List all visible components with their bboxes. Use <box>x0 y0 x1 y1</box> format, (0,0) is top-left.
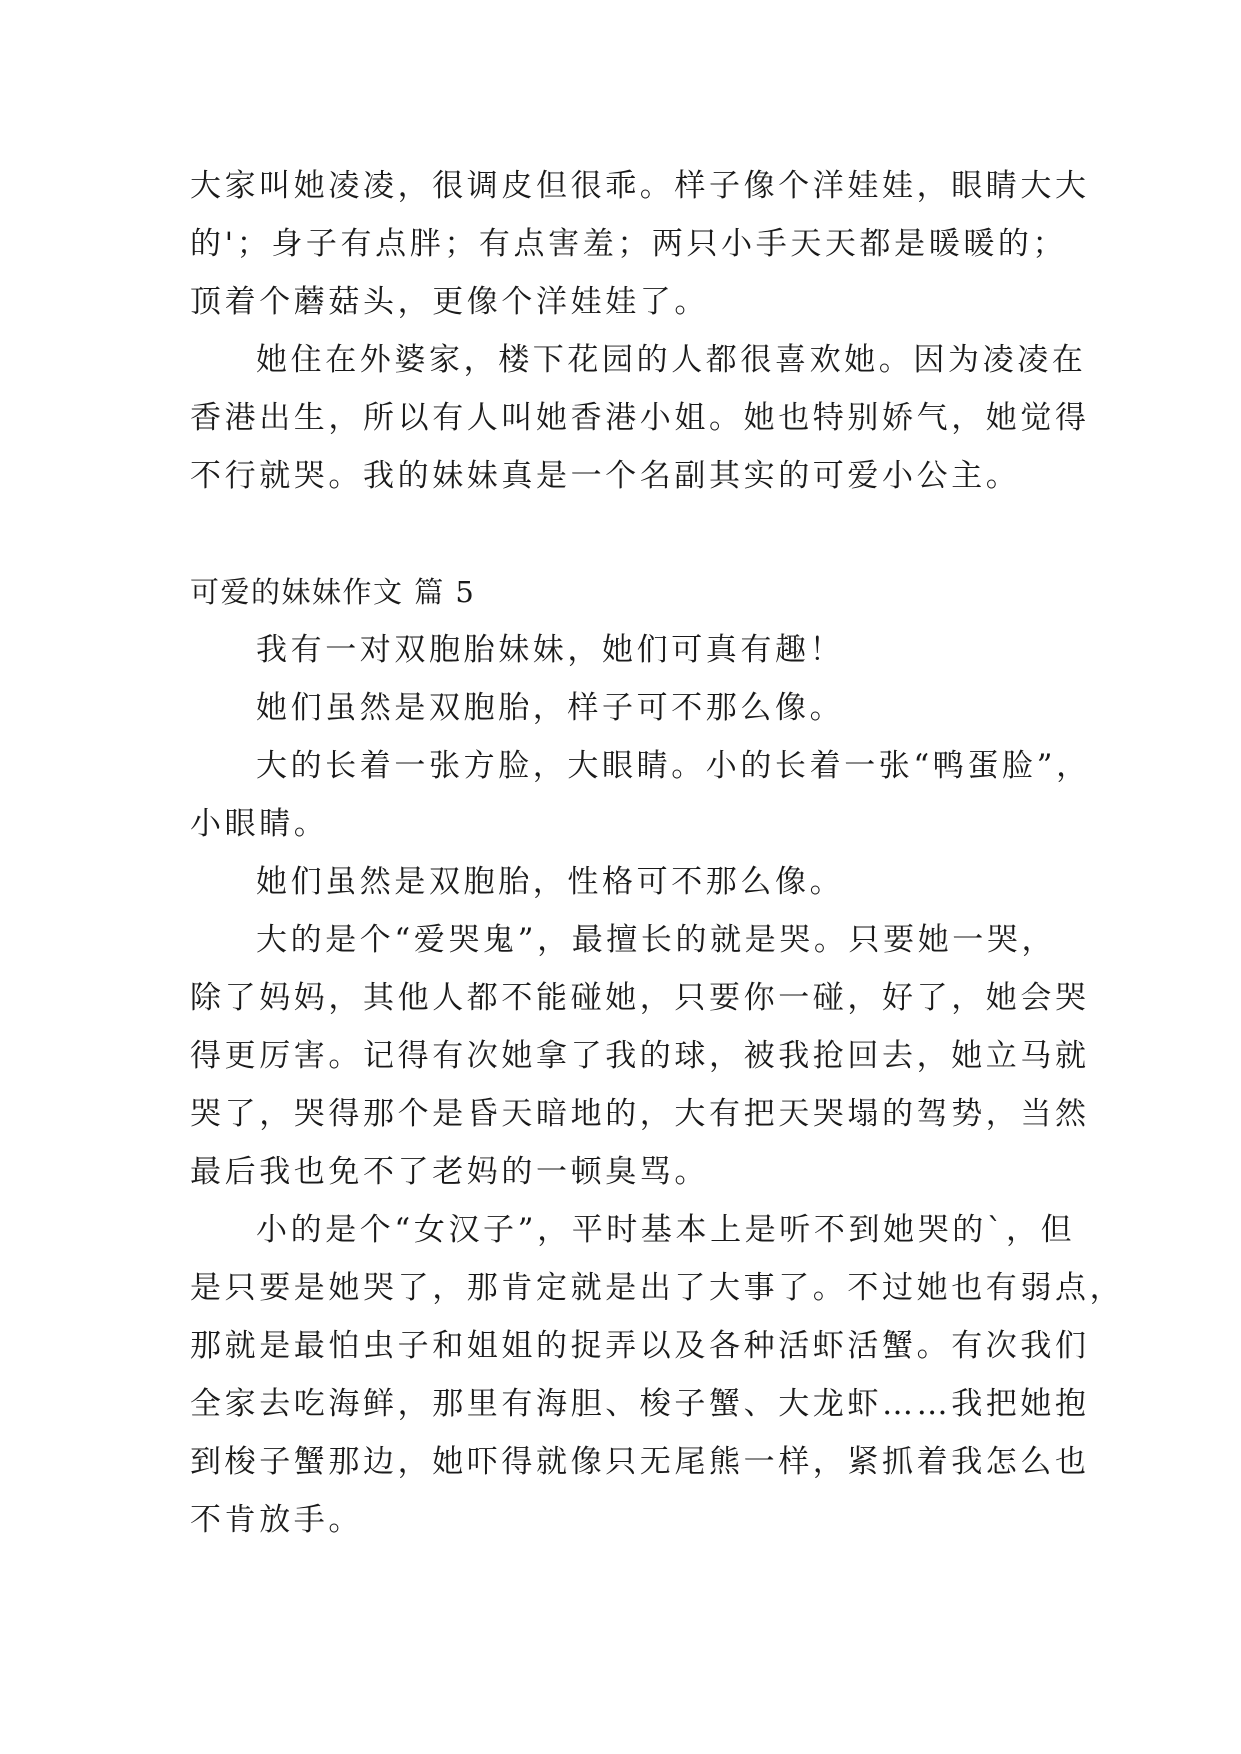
paragraph-start: 我有一对双胞胎妹妹，她们可真有趣！ <box>256 632 845 668</box>
text-line: 是只要是她哭了，那肯定就是出了大事了。不过她也有弱点， <box>190 1270 1125 1306</box>
paragraph-start: 小的是个“女汉子”，平时基本上是听不到她哭的`，但 <box>256 1212 1076 1248</box>
paragraph-start: 她住在外婆家，楼下花园的人都很喜欢她。因为凌凌在 <box>256 342 1087 378</box>
text-line: 得更厉害。记得有次她拿了我的球，被我抢回去，她立马就 <box>190 1038 1090 1074</box>
paragraph-start: 大的是个“爱哭鬼”，最擅长的就是哭。只要她一哭， <box>256 922 1057 958</box>
text-line: 顶着个蘑菇头，更像个洋娃娃了。 <box>190 284 709 320</box>
text-line: 不肯放手。 <box>190 1502 363 1538</box>
text-line: 全家去吃海鲜，那里有海胆、梭子蟹、大龙虾……我把她抱 <box>190 1386 1090 1422</box>
text-line: 哭了，哭得那个是昏天暗地的，大有把天哭塌的驾势，当然 <box>190 1096 1090 1132</box>
section-heading: 可爱的妹妹作文 篇 5 <box>190 575 476 609</box>
paragraph-start: 她们虽然是双胞胎，样子可不那么像。 <box>256 690 845 726</box>
text-line: 香港出生，所以有人叫她香港小姐。她也特别娇气，她觉得 <box>190 400 1090 436</box>
text-line: 小眼睛。 <box>190 806 329 842</box>
paragraph-start: 她们虽然是双胞胎，性格可不那么像。 <box>256 864 845 900</box>
text-line: 除了妈妈，其他人都不能碰她，只要你一碰，好了，她会哭 <box>190 980 1090 1016</box>
text-line: 大家叫她凌凌，很调皮但很乖。样子像个洋娃娃，眼睛大大 <box>190 168 1090 204</box>
text-line: 的'；身子有点胖；有点害羞；两只小手天天都是暖暖的； <box>190 226 1068 262</box>
text-line: 最后我也免不了老妈的一顿臭骂。 <box>190 1154 709 1190</box>
paragraph-start: 大的长着一张方脸，大眼睛。小的长着一张“鸭蛋脸”， <box>256 748 1091 784</box>
text-line: 到梭子蟹那边，她吓得就像只无尾熊一样，紧抓着我怎么也 <box>190 1444 1090 1480</box>
text-line: 不行就哭。我的妹妹真是一个名副其实的可爱小公主。 <box>190 458 1021 494</box>
text-line: 那就是最怕虫子和姐姐的捉弄以及各种活虾活蟹。有次我们 <box>190 1328 1090 1364</box>
